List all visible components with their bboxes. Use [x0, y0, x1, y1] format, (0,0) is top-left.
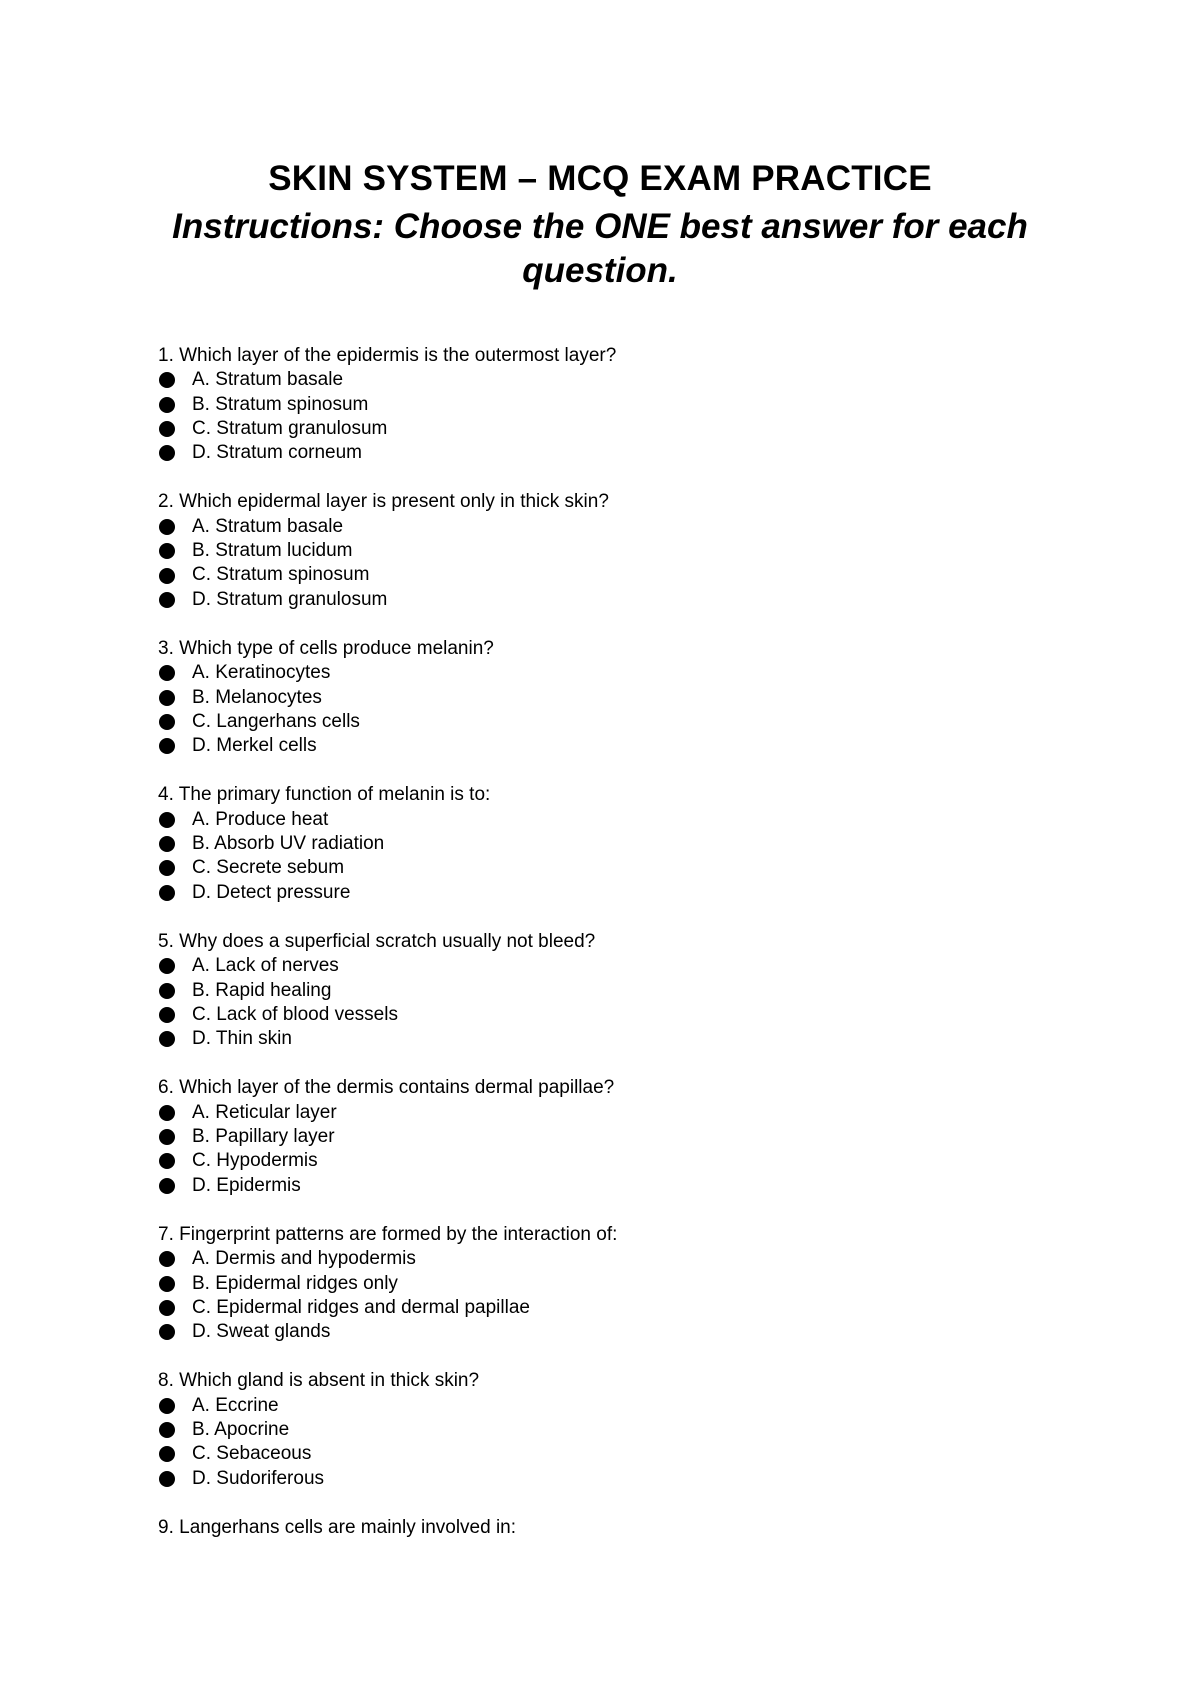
option-label: B. Stratum spinosum	[192, 393, 369, 415]
option-d	[158, 1467, 1058, 1491]
bullet-icon	[159, 1422, 175, 1438]
option-d	[158, 1320, 1058, 1344]
option-b	[158, 1418, 1058, 1442]
question-6	[158, 1076, 1058, 1197]
bullet-icon	[159, 885, 175, 901]
bullet-icon	[159, 568, 175, 584]
option-c	[158, 1149, 1058, 1173]
question-3	[158, 637, 1058, 758]
option-d	[158, 1174, 1058, 1198]
option-label: B. Melanocytes	[192, 686, 322, 708]
bullet-icon	[159, 714, 175, 730]
option-label: A. Produce heat	[192, 808, 329, 830]
option-b	[158, 979, 1058, 1003]
bullet-icon	[159, 738, 175, 754]
instructions: Instructions: Choose the ONE best answer for each question.	[172, 207, 1028, 290]
question-text: 2. Which epidermal layer is present only in thick skin?	[158, 491, 609, 513]
bullet-icon	[159, 519, 175, 535]
option-label: D. Epidermis	[192, 1174, 301, 1196]
option-label: C. Langerhans cells	[192, 710, 360, 732]
bullet-icon	[159, 1153, 175, 1169]
option-label: C. Epidermal ridges and dermal papillae	[192, 1296, 530, 1318]
question-text: 4. The primary function of melanin is to:	[158, 784, 491, 806]
option-d	[158, 588, 1058, 612]
option-label: A. Keratinocytes	[192, 662, 331, 684]
option-a	[158, 368, 1058, 392]
question-text: 8. Which gland is absent in thick skin?	[158, 1370, 480, 1392]
option-label: C. Lack of blood vessels	[192, 1003, 398, 1025]
bullet-icon	[159, 1251, 175, 1267]
bullet-icon	[159, 421, 175, 437]
option-label: A. Eccrine	[192, 1394, 279, 1416]
option-a	[158, 1101, 1058, 1125]
option-label: C. Stratum granulosum	[192, 417, 388, 439]
option-label: A. Stratum basale	[192, 369, 344, 391]
bullet-icon	[159, 397, 175, 413]
question-text: 7. Fingerprint patterns are formed by the interaction of:	[158, 1223, 618, 1245]
option-d	[158, 734, 1058, 758]
question-text: 3. Which type of cells produce melanin?	[158, 637, 494, 659]
option-a	[158, 1247, 1058, 1271]
option-c	[158, 1296, 1058, 1320]
bullet-icon	[159, 812, 175, 828]
bullet-icon	[159, 690, 175, 706]
option-c	[158, 563, 1058, 587]
question-text: 9. Langerhans cells are mainly involved in:	[158, 1516, 517, 1538]
option-label: B. Absorb UV radiation	[192, 833, 385, 855]
bullet-icon	[159, 445, 175, 461]
option-label: A. Lack of nerves	[192, 955, 339, 977]
option-label: D. Stratum corneum	[192, 442, 362, 464]
bullet-icon	[159, 665, 175, 681]
option-b	[158, 686, 1058, 710]
question-list	[158, 344, 1058, 1565]
option-label: D. Merkel cells	[192, 735, 317, 757]
question-1	[158, 344, 1058, 465]
option-label: B. Papillary layer	[192, 1126, 335, 1148]
option-label: D. Detect pressure	[192, 881, 351, 903]
bullet-icon	[159, 1178, 175, 1194]
option-label: C. Sebaceous	[192, 1443, 312, 1465]
option-label: C. Secrete sebum	[192, 857, 345, 879]
option-b	[158, 1272, 1058, 1296]
option-label: B. Stratum lucidum	[192, 540, 353, 562]
bullet-icon	[159, 958, 175, 974]
bullet-icon	[159, 1324, 175, 1340]
option-label: A. Dermis and hypodermis	[192, 1248, 416, 1270]
bullet-icon	[159, 860, 175, 876]
option-c	[158, 1442, 1058, 1466]
option-b	[158, 1125, 1058, 1149]
option-b	[158, 832, 1058, 856]
option-d	[158, 1027, 1058, 1051]
option-label: B. Rapid healing	[192, 979, 332, 1001]
page-title: SKIN SYSTEM – MCQ EXAM PRACTICE	[268, 159, 932, 198]
question-8	[158, 1369, 1058, 1490]
option-label: D. Sweat glands	[192, 1321, 331, 1343]
bullet-icon	[159, 1031, 175, 1047]
option-label: D. Sudoriferous	[192, 1467, 325, 1489]
bullet-icon	[159, 1300, 175, 1316]
question-7	[158, 1223, 1058, 1344]
question-5	[158, 930, 1058, 1051]
option-label: A. Reticular layer	[192, 1101, 337, 1123]
question-2	[158, 490, 1058, 611]
question-text: 1. Which layer of the epidermis is the outermost layer?	[158, 345, 617, 366]
question-text: 6. Which layer of the dermis contains dermal papillae?	[158, 1077, 615, 1099]
option-label: C. Hypodermis	[192, 1150, 318, 1172]
bullet-icon	[159, 1105, 175, 1121]
option-a	[158, 808, 1058, 832]
option-a	[158, 954, 1058, 978]
option-d	[158, 441, 1058, 465]
question-9	[158, 1516, 1058, 1540]
option-label: D. Stratum granulosum	[192, 588, 388, 610]
option-label: B. Apocrine	[192, 1418, 290, 1440]
bullet-icon	[159, 836, 175, 852]
bullet-icon	[159, 543, 175, 559]
option-c	[158, 710, 1058, 734]
option-c	[158, 417, 1058, 441]
option-a	[158, 1394, 1058, 1418]
question-4	[158, 783, 1058, 904]
bullet-icon	[159, 1446, 175, 1462]
bullet-icon	[159, 372, 175, 388]
bullet-icon	[159, 1129, 175, 1145]
question-text: 5. Why does a superficial scratch usually not bleed?	[158, 930, 596, 952]
bullet-icon	[159, 1276, 175, 1292]
option-c	[158, 1003, 1058, 1027]
option-label: A. Stratum basale	[192, 515, 344, 537]
bullet-icon	[159, 592, 175, 608]
option-b	[158, 393, 1058, 417]
bullet-icon	[159, 983, 175, 999]
option-label: B. Epidermal ridges only	[192, 1272, 398, 1294]
option-c	[158, 856, 1058, 880]
bullet-icon	[159, 1007, 175, 1023]
option-b	[158, 539, 1058, 563]
bullet-icon	[159, 1471, 175, 1487]
option-d	[158, 881, 1058, 905]
option-a	[158, 661, 1058, 685]
option-label: C. Stratum spinosum	[192, 564, 370, 586]
option-a	[158, 515, 1058, 539]
bullet-icon	[159, 1398, 175, 1414]
option-label: D. Thin skin	[192, 1028, 292, 1050]
